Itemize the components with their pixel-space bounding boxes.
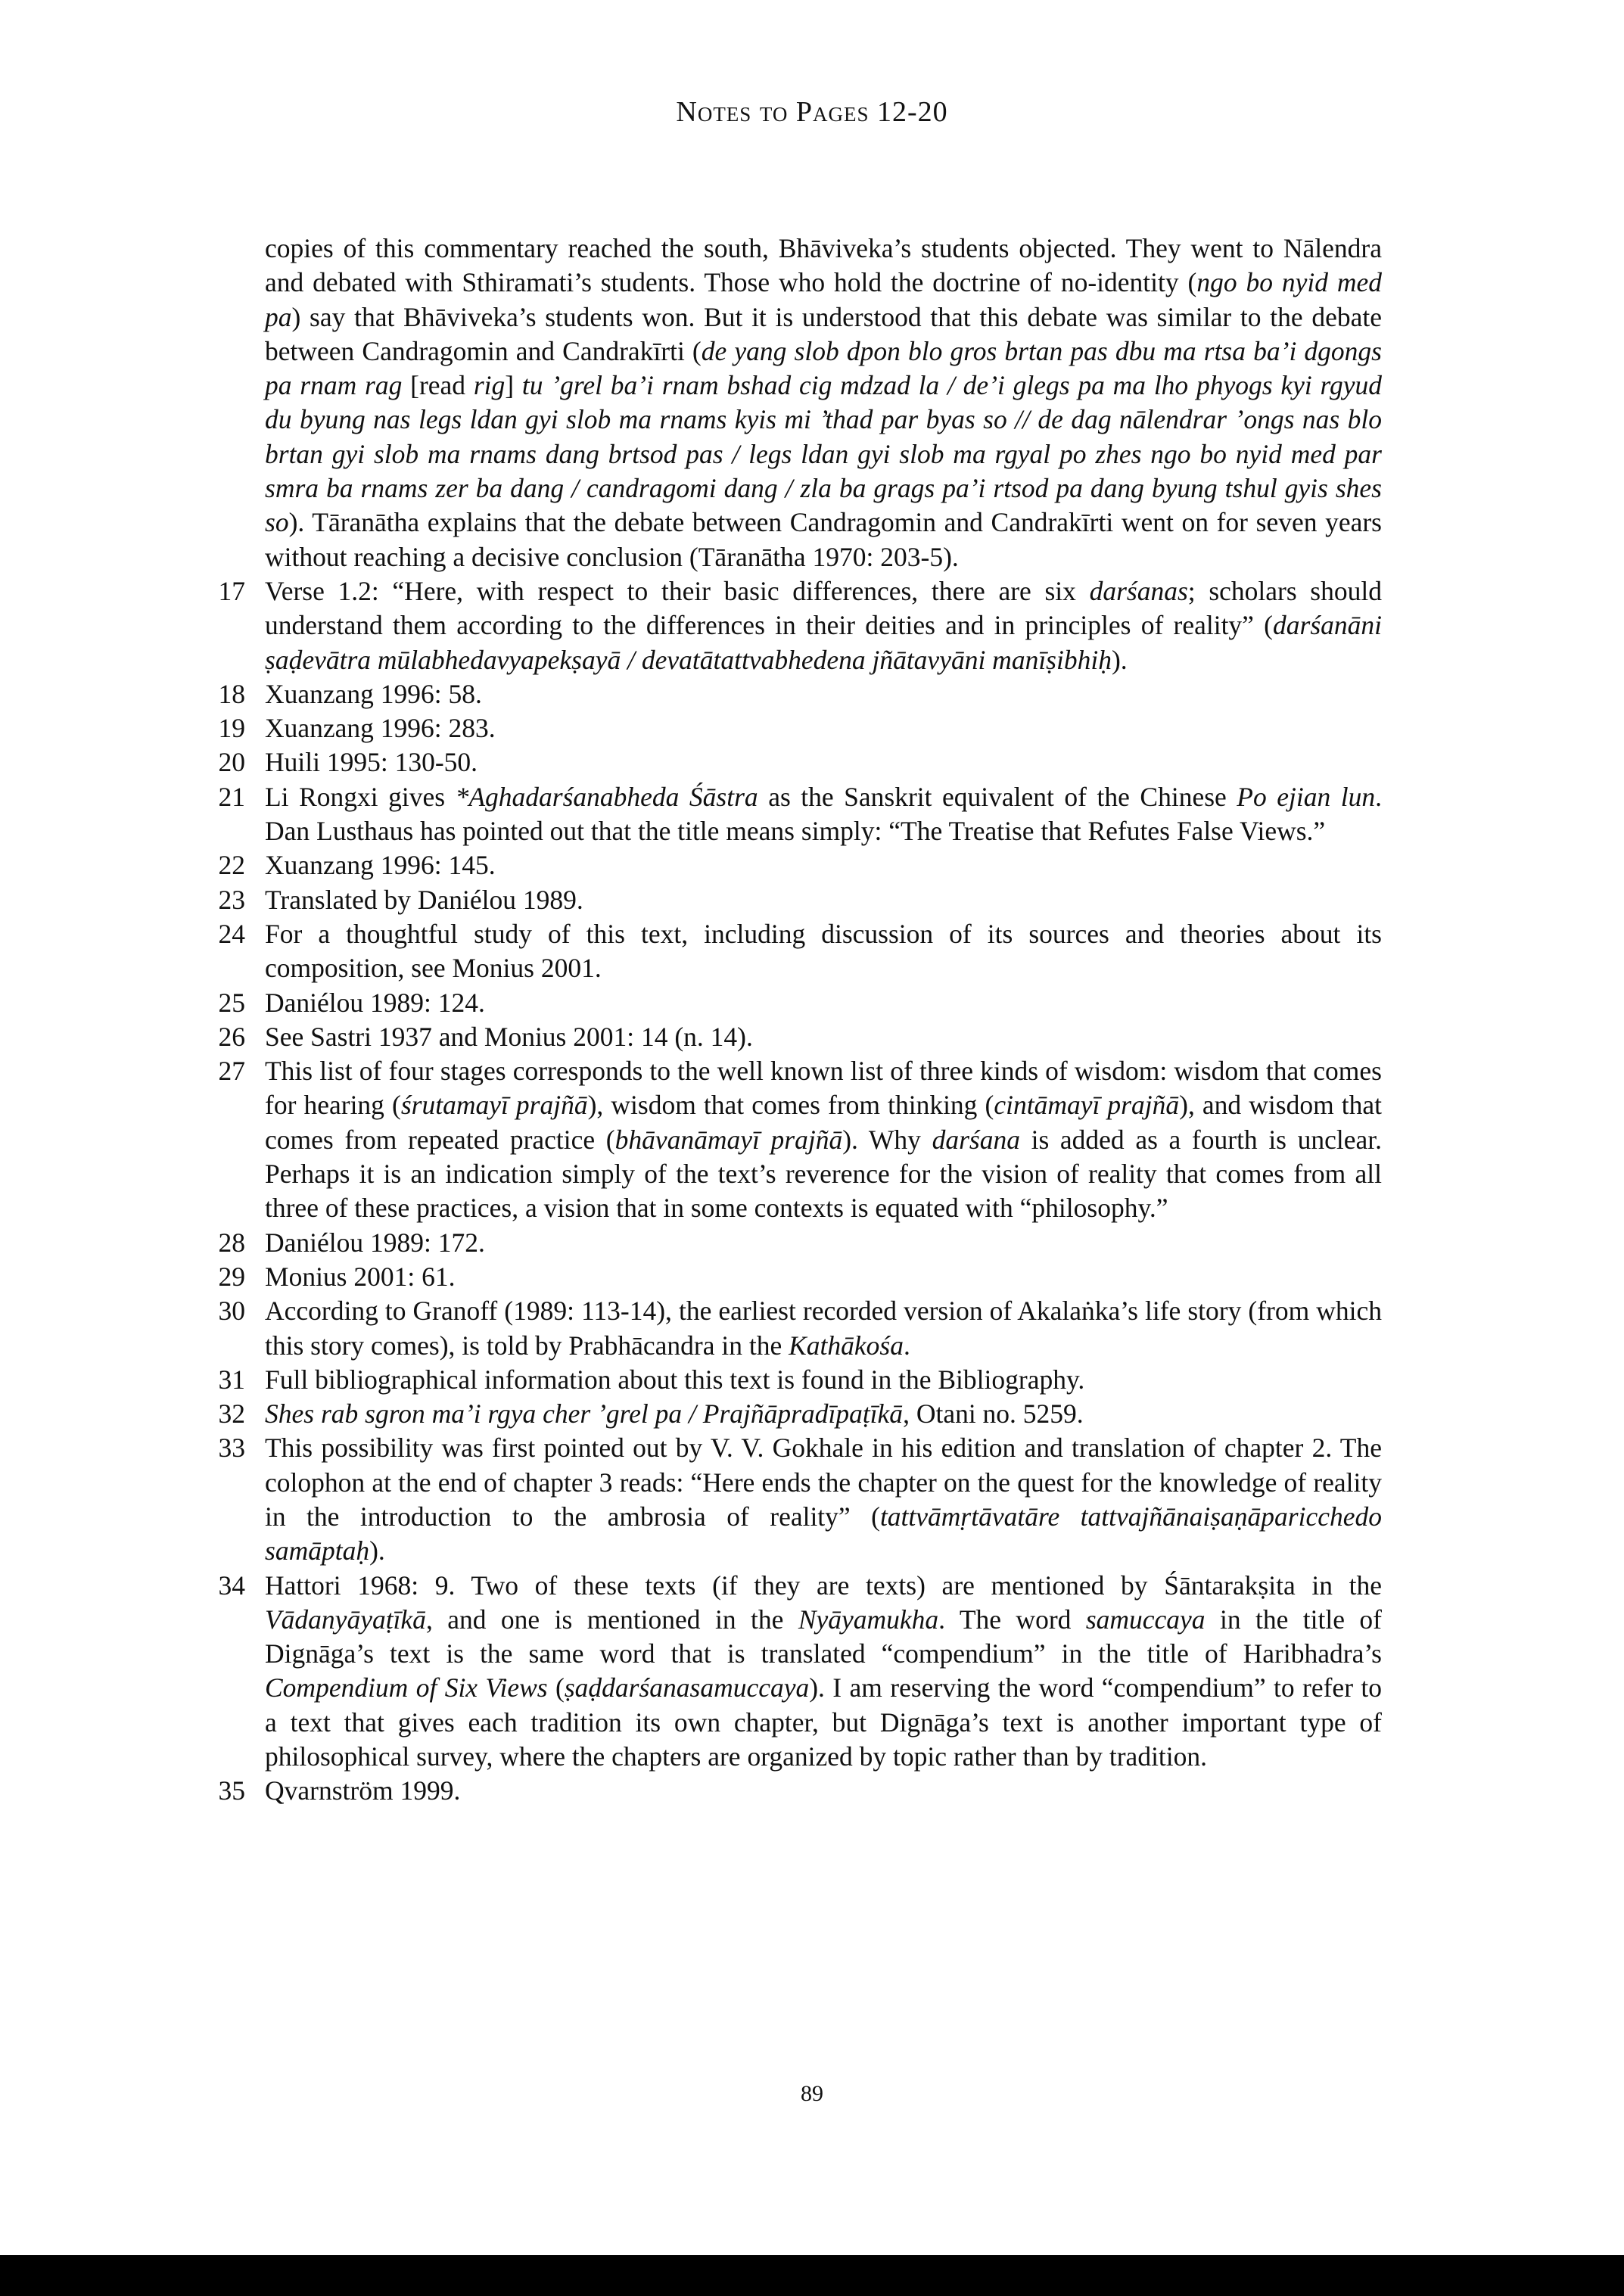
note-number: 18 (218, 678, 245, 709)
note-26 (204, 1020, 1382, 1054)
note-number: 35 (218, 1775, 245, 1806)
note-number: 22 (218, 850, 245, 881)
note-text: Xuanzang 1996: 145. (265, 850, 496, 881)
note-continuation (204, 232, 1382, 574)
note-number: 31 (218, 1364, 245, 1395)
note-29 (204, 1260, 1382, 1294)
note-number: 21 (218, 781, 245, 812)
note-number: 32 (218, 1398, 245, 1430)
note-text: According to Granoff (1989: 113-14), the earliest recorded version of Akalaṅka’s life story (from which this story comes), is told by Prabhācandra in the Kathākośa. (265, 1296, 1382, 1361)
running-head (0, 95, 1624, 129)
note-number: 20 (218, 747, 245, 778)
note-text: Qvarnström 1999. (265, 1775, 461, 1806)
note-number: 33 (218, 1433, 245, 1464)
note-34 (204, 1569, 1382, 1775)
note-number: 17 (218, 575, 245, 606)
note-text: Shes rab sgron ma’i rgya cher ’grel pa / Prajñāpradīpaṭīkā, Otani no. 5259. (265, 1398, 1084, 1430)
page-number: 89 (801, 2081, 823, 2106)
note-27 (204, 1054, 1382, 1225)
note-text: Translated by Daniélou 1989. (265, 884, 583, 915)
note-number: 28 (218, 1227, 245, 1258)
note-17 (204, 574, 1382, 677)
note-number: 26 (218, 1021, 245, 1052)
note-number: 23 (218, 884, 245, 915)
running-title: Notes to Pages 12-20 (676, 96, 948, 128)
note-text: This list of four stages corresponds to the well known list of three kinds of wisdom: wisdom that comes for hearing (śrutamayī prajñā), wisdom that comes from thinking (cintāmayī prajñā), and wisdom that comes from repeated practice (bhāvanāmayī prajñā). Why darśana is added as a fourth is unclear. Perhaps it is an indication simply of the text’s reverence for the vision of reality that comes from all three of these practices, a vision that in some contexts is equated with “philosophy.” (265, 1056, 1383, 1224)
note-23 (204, 883, 1382, 917)
note-text: copies of this commentary reached the south, Bhāviveka’s students objected. They went to Nālendra and debated with Sthiramati’s students. Those who hold the doctrine of no-identity (ngo bo nyid med pa) say that Bhāviveka’s students won. But it is understood that this debate was similar to the debate between Candragomin and Candrakīrti (de yang slob dpon blo gros brtan pas dbu ma rtsa ba’i dgongs pa rnam rag [read rig] tu ’grel ba’i rnam bshad cig mdzad la / de’i glegs pa ma lho phyogs kyi rgyud du byung nas legs ldan gyi slob ma rnams kyis mi ’thad par byas so // de dag nālendrar ’ongs nas blo brtan gyi slob ma rnams dang brtsod pas / legs ldan gyi slob ma rgyal po zhes ngo bo nyid med par smra ba rnams zer ba dang / candragomi dang / zla ba grags pa’i rtsod pa dang byung tshul gyis shes so). Tāranātha explains that the debate between Candragomin and Candrakīrti went on for seven years without reaching a decisive conclusion (Tāranātha 1970: 203-5). (265, 233, 1382, 572)
note-text: Xuanzang 1996: 283. (265, 713, 496, 744)
note-number: 25 (218, 987, 245, 1018)
note-28 (204, 1226, 1382, 1260)
note-18 (204, 677, 1382, 711)
note-text: For a thoughtful study of this text, including discussion of its sources and theories about its composition, see Monius 2001. (265, 918, 1382, 984)
note-text: See Sastri 1937 and Monius 2001: 14 (n. 14). (265, 1021, 753, 1052)
note-text: Hattori 1968: 9. Two of these texts (if they are texts) are mentioned by Śāntarakṣita in the Vādanyāyaṭīkā, and one is mentioned in the Nyāyamukha. The word samuccaya in the title of Dignāga’s text is the same word that is translated “compendium” in the title of Haribhadra’s Compendium of Six Views (ṣaḍdarśanasamuccaya). I am reserving the word “compendium” to refer to a text that gives each tradition its own chapter, but Dignāga’s text is another important type of philosophical survey, where the chapters are organized by topic rather than by tradition. (265, 1570, 1383, 1772)
note-32 (204, 1397, 1382, 1431)
note-19 (204, 711, 1382, 745)
note-21 (204, 780, 1382, 849)
note-text: This possibility was first pointed out by V. V. Gokhale in his edition and translation of chapter 2. The colophon at the end of chapter 3 reads: “Here ends the chapter on the quest for the knowledge of reality in the introduction to the ambrosia of reality” (tattvāmṛtāvatāre tattvajñānaiṣaṇāparicchedo samāptaḥ). (265, 1433, 1382, 1566)
note-text: Monius 2001: 61. (265, 1261, 456, 1292)
note-text: Li Rongxi gives *Aghadarśanabheda Śāstra as the Sanskrit equivalent of the Chinese Po ejian lun. Dan Lusthaus has pointed out that the title means simply: “The Treatise that Refutes False Views.” (265, 781, 1382, 847)
note-text: Daniélou 1989: 124. (265, 987, 485, 1018)
note-text: Verse 1.2: “Here, with respect to their basic differences, there are six darśanas; scholars should understand them according to the differences in their deities and in principles of reality” (darśanāni ṣaḍevātra mūlabhedavyapekṣayā / devatātattvabhedena jñātavyāni manīṣibhiḥ). (265, 575, 1382, 675)
note-number: 34 (218, 1570, 245, 1601)
note-text: Huili 1995: 130-50. (265, 747, 478, 778)
endnotes-list (204, 232, 1382, 1809)
note-33 (204, 1431, 1382, 1568)
note-31 (204, 1363, 1382, 1397)
note-30 (204, 1294, 1382, 1363)
note-22 (204, 848, 1382, 882)
note-text: Xuanzang 1996: 58. (265, 678, 482, 709)
note-20 (204, 745, 1382, 779)
note-text: Daniélou 1989: 172. (265, 1227, 485, 1258)
note-35 (204, 1774, 1382, 1808)
scan-border (0, 2255, 1624, 2296)
note-number: 29 (218, 1261, 245, 1292)
note-25 (204, 986, 1382, 1020)
note-number: 27 (218, 1056, 245, 1087)
note-text: Full bibliographical information about this text is found in the Bibliography. (265, 1364, 1085, 1395)
note-24 (204, 917, 1382, 986)
note-number: 19 (218, 713, 245, 744)
note-number: 24 (218, 918, 245, 949)
note-number: 30 (218, 1296, 245, 1327)
